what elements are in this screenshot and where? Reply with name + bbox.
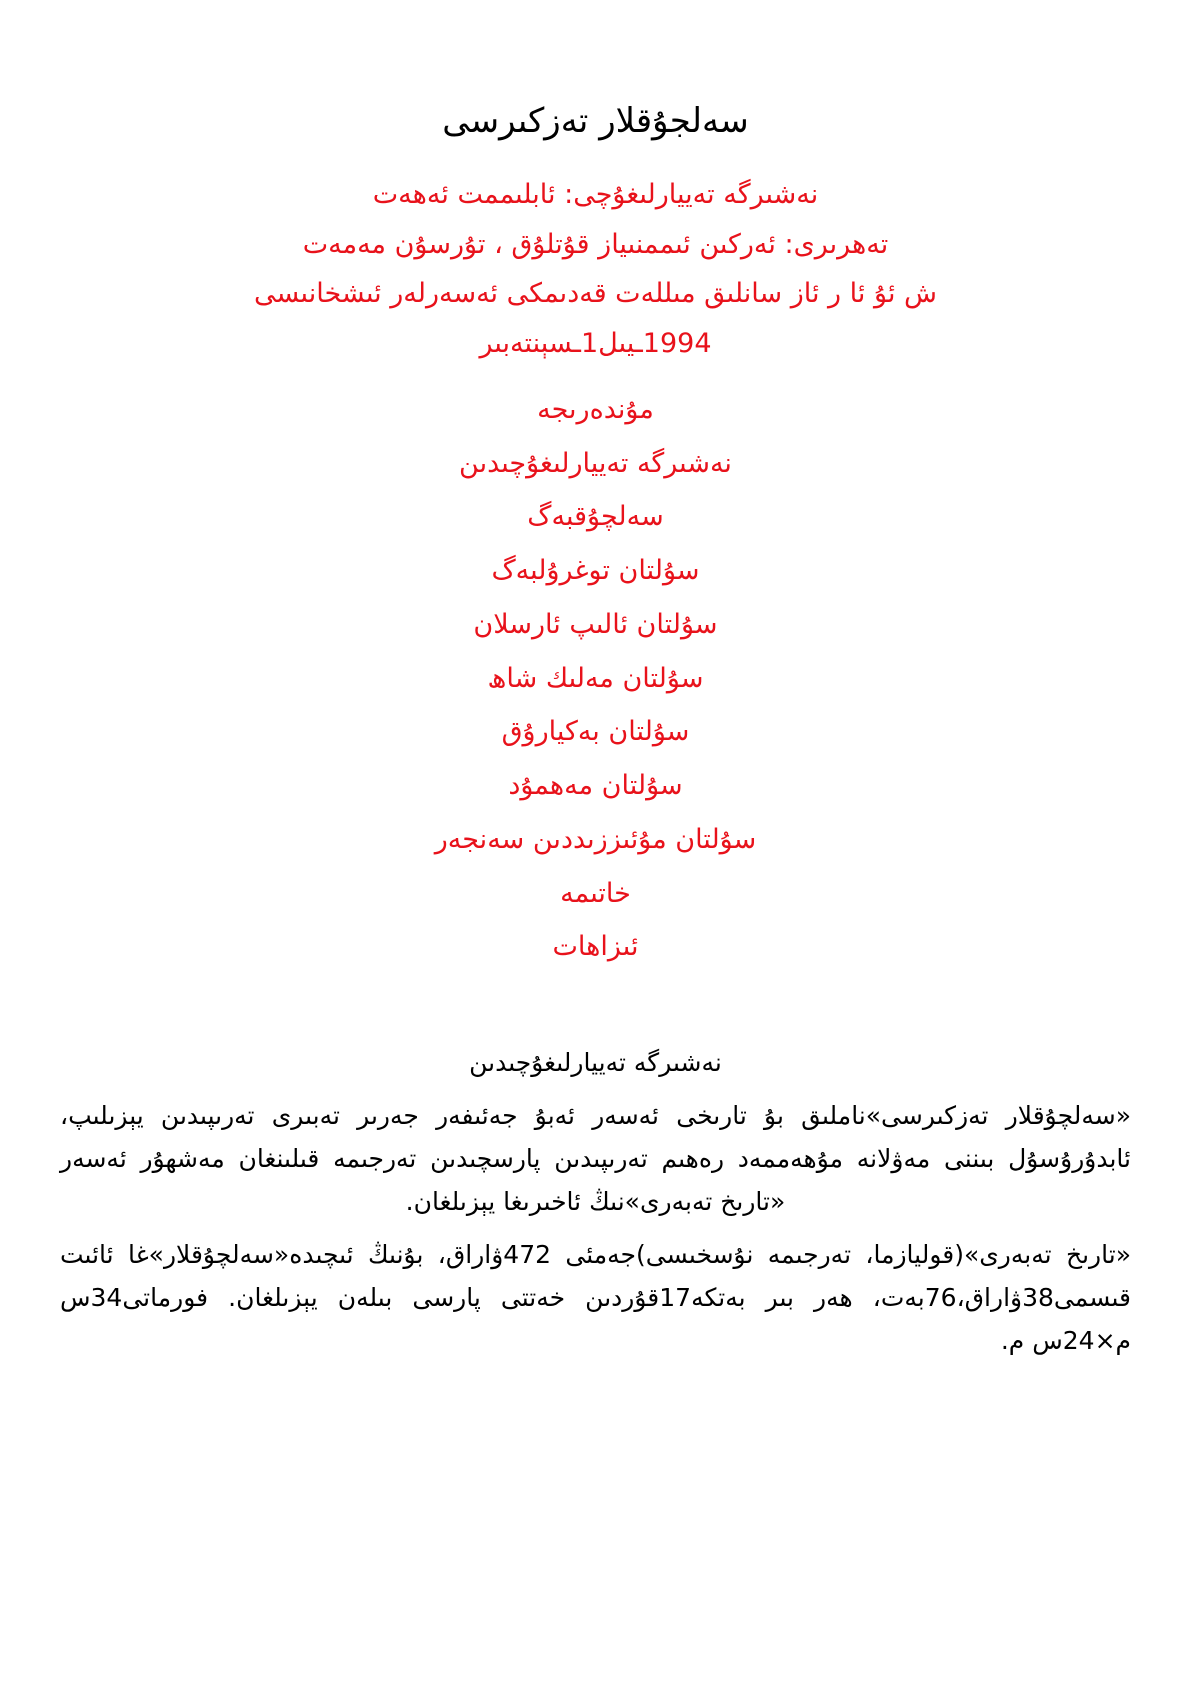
- toc-item-selchukbeg: سەلچۇقبەگ: [527, 501, 664, 533]
- body-paragraph-2: «تارىخ تەبەرى»(قوليازما، تەرجىمە نۇسخىسى)جەمئى 472ۋاراق، بۇنىڭ ئىچىدە«سەلچۇقلار»غا ئائىت قىسمى38ۋاراق،76بەت، ھەر بىر بەتكە17قۇردىن خەتتى پارسى بىلەن يېزىلغان. فورماتى34س م×24س م.: [60, 1240, 1131, 1356]
- toc-item-alp-arslan: سۇلتان ئالىپ ئارسلان: [473, 608, 718, 640]
- toc-item-sanjar: سۇلتان مۇئىززىددىن سەنجەر: [434, 823, 757, 855]
- front-matter-line-compiler: نەشىرگە تەييارلىغۇچى: ئابلىممت ئەھەت: [372, 179, 819, 210]
- front-matter-line-date: 1994ـيىل1ـسېنتەبىر: [479, 328, 712, 360]
- table-of-contents: [60, 388, 1131, 969]
- front-matter: [60, 173, 1131, 366]
- toc-item-melikshah: سۇلتان مەلىك شاھ: [487, 662, 704, 694]
- toc-item-mehmud: سۇلتان مەھمۇد: [508, 770, 683, 802]
- page-title: سەلجۇقلار تەزكىرسى: [442, 101, 749, 141]
- toc-heading: مۇندەرىجە: [537, 393, 654, 425]
- body-section: [60, 1041, 1131, 1362]
- toc-item-conclusion: خاتىمە: [560, 877, 631, 909]
- toc-item-tughrulbeg: سۇلتان توغرۇلبەگ: [491, 555, 700, 587]
- toc-item-berkyaruq: سۇلتان بەكيارۇق: [501, 716, 690, 748]
- front-matter-line-publisher: ش ئۇ ئا ر ئاز سانلىق مىللەت قەدىمكى ئەسەرلەر ئىشخانىسى: [253, 278, 938, 310]
- toc-item-preface: نەشىرگە تەييارلىغۇچىدىن: [459, 447, 732, 479]
- body-paragraph-1: «سەلچۇقلار تەزكىرسى»ناملىق بۇ تارىخى ئەسەر ئەبۇ جەئىفەر جەرىر تەبىرى تەرىپىدىن يېزىلىپ، ئابدۇرۇسۇل بىننى مەۋلانە مۇھەممەد رەھىم تەرىپىدىن پارسچىدىن تەرجىمە قىلىنغان مەشھۇر ئەسەر «تارىخ تەبەرى»نىڭ ئاخىرىغا يېزىلغان.: [60, 1101, 1131, 1217]
- body-heading: نەشىرگە تەييارلىغۇچىدىن: [469, 1048, 722, 1078]
- toc-item-notes: ئىزاھات: [552, 931, 639, 963]
- front-matter-line-editors: تەھرىرى: ئەركىن ئىممنىياز قۇتلۇق ، تۇرسۇن مەمەت: [302, 228, 889, 260]
